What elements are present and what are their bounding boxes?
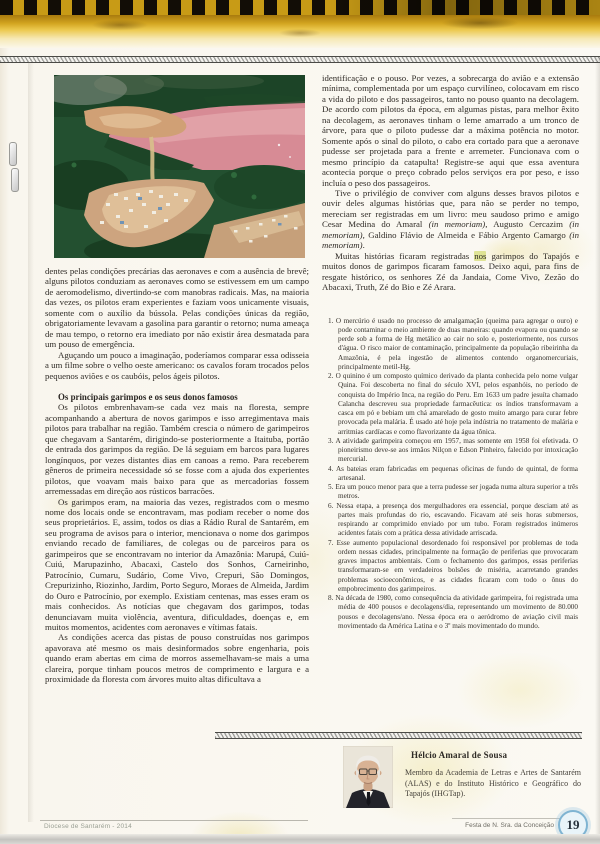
footnote-number: 4. (328, 464, 334, 473)
scan-bottom-edge (0, 834, 600, 844)
paragraph: As condições acerca das pistas de pouso construídas nos garimpos apavorava até mesmo os mais desinformados sobre engenharia, pois quando eram abertas em cima de morros assemelhavam-se mais a uma clareira, porque tinham poucos metros de comprimento e largura e a proximidade da floresta com árvores muito altas dificultava a (45, 632, 309, 685)
garimpo-aerial-photo (54, 75, 305, 258)
author-text (405, 746, 581, 808)
footnotes-list (328, 317, 578, 632)
left-column (45, 73, 309, 685)
text-segment: . (362, 240, 365, 251)
footnote-number: 2. (328, 372, 334, 381)
rope-border-icon (215, 732, 582, 739)
footnote-item (328, 372, 578, 437)
footnote-item (328, 317, 578, 373)
footnote-number: 8. (328, 594, 334, 603)
page-fold-shadow (28, 62, 34, 822)
text-segment: Muitas histórias ficaram registradas (335, 250, 475, 261)
paragraph: Os pilotos embrenhavam-se cada vez mais na floresta, sempre acompanhando a abertura de novos garimpos e isso arregimentava mais pilotos para trabalhar na região. Também crescia o número de garimpeiros que chegavam a Santarém, dirigindo-se posteriormente a Itaituba, portão de entrada dos garimpos da região. De lá seguiam em barcos para lugares longínquos, por vezes distantes dias em canoas a remo. Para receberem gêneros de primeira necessidade só se fosse com a ajuda dos experientes pilotos, que voavam mais baixo para que as mercadorias fossem arremessadas em direção aos rústicos barracões. (45, 402, 309, 497)
paragraph: Os garimpos eram, na maioria das vezes, registrados com o mesmo nome dos locais onde se encontravam, mas podiam receber o nome dos seus proprietários. E, assim, todos os dias a Rádio Rural de Santarém, em seu programa de avisos para o interior, mencionava o nome dos garimpos enviando recado de familiares, de colegas ou de parceiros para os garimpeiros que se encontravam no interior da Amazônia: Marupá, Cuiú-Cuiú, Marupazinho, Abacaxi, Castelo dos Sonhos, Carneirinho, Patrocínio, Cumaru, Sudário, Come Vivo, Crepuri, São Domingos, Crepurizinho, Riozinho, Jardim, Porto Seguro, Moraes de Almeida, Jardim do Ouro e Patrocínio, por exemplo. Existiam centenas, mas esses eram os mais conhecidos. As notícias que chegavam dos garimpos, todas denunciavam muita violência, aventura, dificuldades, doenças e, em muitos momentos, acidentes com aeronaves e vítimas fatais. (45, 496, 309, 632)
text-segment: garimpos do Tapajós e muitos donos de garimpos ficaram famosos. Deixo aqui, para fins de resgate histórico, os senhores Zé da Jandaia, Come Vivo, Zezão do Abacaxi, Truth, Zé do Bio e Zé Arara. (322, 250, 579, 293)
footnote-item (328, 539, 578, 595)
right-column (322, 73, 579, 631)
footnote-number: 7. (328, 538, 334, 547)
footnote-text: O quinino é um composto químico derivado da planta conhecida pelo nome vulgar Quina. Foi descoberta no final do século XVI, pelos espanhóis, no período de conquista do Império Inca, na região do Peru. Em 1633 um padre jesuíta chamado Calancha descreveu sua propriedade farmacêutica: os índios transformavam a casca em pó e bebiam um chá amarelado de gosto muito amargo para curar febre provocada pela malária. É usado até hoje pela indústria no tratamento de malária e arritmias cardíacas e como flavorizante da água tônica. (335, 372, 578, 436)
footer-left: Diocese de Santarém - 2014 (44, 823, 132, 830)
text-segment: Tive o privilégio de conviver com alguns desses bravos pilotos e ouvir deles algumas histórias que, para não se perder no tempo, mereciam ser registradas em um livro: meu saudoso primo e amigo Cesar Medina do Amaral (322, 187, 579, 230)
footnote-text: O mercúrio é usado no processo de amalgamação (queima para agregar o ouro) e pode contaminar o meio ambiente de duas maneiras: quando evapora ou quando se perde sob a forma de Hg metálico ao cair no solo e, posteriormente, nos cursos d'água. O risco maior de contaminação, principalmente da população ribeirinha da Amazônia, é pela ingestão de alimentos contendo organomercuriais, principalmente metil-Hg. (335, 316, 578, 371)
footer-rule (40, 820, 308, 821)
paragraph (322, 251, 579, 293)
footnote-number: 6. (328, 501, 334, 510)
top-border-checker (0, 0, 600, 15)
footnote-text: A atividade garimpeira começou em 1957, mas somente em 1958 foi efetivada. O pioneirismo deve-se aos irmãos Nilçon e Edson Pinheiro, falecido por intoxicação mercurial. (335, 436, 579, 464)
author-name: Hélcio Amaral de Sousa (411, 750, 508, 760)
footnote-item (328, 437, 578, 465)
paragraph: identificação e o pouso. Por vezes, a sobrecarga do avião e a extensão mínima, complementada por um espaço curvilíneo, colocavam em risco a vida do piloto e dos passageiros, tanto no pouso quanto na decolagem. De acordo com pilotos da época, em algumas pistas, para melhor êxito na decolagem, as aeronaves tinham o leme amarrado a um tronco de árvore, para que o piloto pudesse dar a máxima potência no motor. Somente após o sinal do piloto, o cabo era cortado para que a aeronave pudesse ser projetada para a frente e arremeter. Funcionava com o mesmo princípio da catapulta! Registre-se aqui que essa aventura acontecia porque o preço cobrado pelos serviços era por peso, e isso incluía o peso dos passageiros. (322, 73, 579, 188)
paragraph: dentes pelas condições precárias das aeronaves e com a ausência de brevê; alguns pilotos conduziam as aeronaves como se estivessem em um campo de aeromodelismo, divertindo-se com manobras radicais. Mas, na maioria das vezes, os pilotos eram experientes e faziam voos unicamente visuais, somente com o auxílio da bússola. Pelas condições únicas da região, obrigatoriamente levavam a gasolina para garantir o retorno; numa ameaça de mau tempo, o retorno era imediato por não existir área desmatada para um pouso de emergência. (45, 266, 309, 350)
footnote-text: As bateias eram fabricadas em pequenas oficinas de fundo de quintal, de forma artesanal. (335, 464, 578, 482)
scan-right-edge (595, 56, 600, 834)
footnote-item (328, 465, 578, 484)
section-heading: Os principais garimpos e os seus donos famosos (58, 391, 238, 402)
footnote-number: 1. (328, 316, 334, 325)
footer-rule (452, 818, 576, 819)
footnote-item (328, 483, 578, 502)
staple-leg (9, 142, 17, 166)
top-border-gold (0, 15, 600, 48)
footnote-item (328, 502, 578, 539)
footnote-number: 5. (328, 483, 334, 492)
author-portrait-photo (343, 746, 393, 808)
footnote-number: 3. (328, 436, 334, 445)
staple-leg (11, 168, 19, 192)
author-box (215, 746, 582, 808)
italic-segment: (in memoriam) (322, 219, 580, 240)
paragraph (322, 188, 579, 251)
staple-icon (9, 142, 19, 192)
footnote-item (328, 594, 578, 631)
footnote-text: Esse aumento populacional desordenado foi responsável por problemas de toda ordem nessas cidades, principalmente na formação de periferias que provocaram graves impactos ambientais. Com o fechamento dos garimpos, essas periferias transformaram-se em verdadeiros bolsões de miséria, acarretando grandes problemas socioeconômicos, e as cidades ficaram com todo o ônus do empobrecimento dos garimpeiros. (336, 538, 578, 593)
footer-right: Festa de N. Sra. da Conceição (465, 822, 554, 829)
italic-segment: (in memoriam) (322, 229, 579, 251)
author-section (215, 732, 582, 808)
author-bio: Membro da Academia de Letras e Artes de Santarém (ALAS) e do Instituto Histórico e Geográfico do Tapajós (IHGTap). (405, 768, 581, 799)
text-segment: , Augusto Cercazim (485, 219, 570, 230)
footnote-text: Na década de 1980, como consequência da atividade garimpeira, foi registrada uma média de 400 pousos e decolagens/dia, representando um movimento de 80.000 pousos e decolagens/ano. Nessa época era o aeródromo de aviação civil mais movimentado da América Latina e o 3º mais movimentado do mundo. (335, 594, 579, 630)
italic-segment: (in memoriam) (428, 219, 486, 230)
footnote-text: Nessa etapa, a presença dos mergulhadores era essencial, porque desciam até as partes mais profundas do rio, escavando. Ficavam até seis horas submersos, respirando ar comprimido enviado por um tubo. Foram registrados inúmeros acidentes fatais com a prática dessa atividade arriscada. (336, 501, 579, 538)
rope-border-icon (0, 56, 600, 63)
footnote-text: Era um pouco menor para que a terra pudesse ser jogada numa altura superior a três metros. (335, 483, 578, 501)
page-number: 19 (566, 817, 580, 832)
text-segment: , Galdino Flávio de Almeida e Fábio Argento Camargo (362, 229, 570, 240)
highlight-mark: nos (474, 250, 487, 261)
paragraph: Aguçando um pouco a imaginação, poderíamos comparar essa odisseia a um filme sobre o velho oeste americano: os cavalos foram trocados pelos pequenos aviões e os caubóis, pelos ágeis pilotos. (45, 349, 309, 381)
